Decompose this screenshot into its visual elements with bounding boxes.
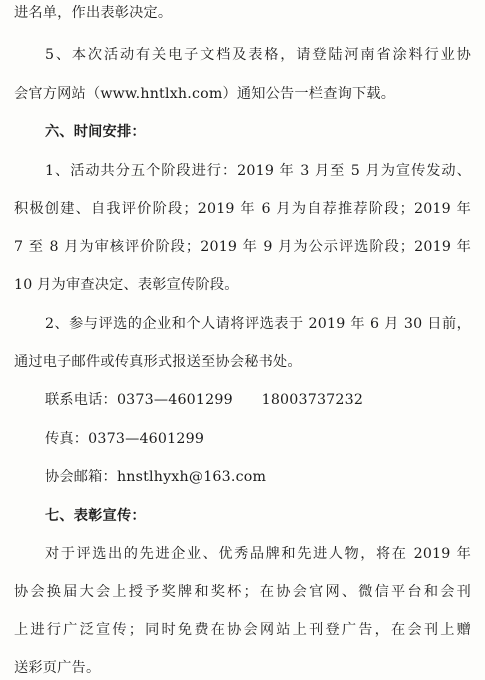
- schedule-item-1-line-4: 10 月为审查决定、表彰宣传阶段。: [14, 277, 239, 293]
- section-heading-commendation: 七、表彰宣传：: [45, 508, 146, 524]
- schedule-item-1-line-2: 积极创建、自我评价阶段；2019 年 6 月为自荐推荐阶段；2019 年: [14, 201, 471, 217]
- item-5-line-2: 会官方网站（www.hntlxh.com）通知公告一栏查询下载。: [14, 86, 396, 102]
- schedule-item-1-line-3: 7 至 8 月为审核评价阶段；2019 年 9 月为公示评选阶段；2019 年: [14, 239, 471, 255]
- commendation-line-3: 上进行广泛宣传；同时免费在协会网站上刊登广告，在会刊上赠: [14, 622, 471, 638]
- section-heading-schedule: 六、时间安排：: [45, 124, 146, 140]
- commendation-line-1: 对于评选出的先进企业、优秀品牌和先进人物，将在 2019 年: [45, 546, 471, 562]
- schedule-item-1-line-1: 1、活动共分五个阶段进行：2019 年 3 月至 5 月为宣传发动、: [45, 163, 471, 179]
- text-line-1: 进名单，作出表彰决定。: [14, 5, 173, 21]
- contact-email: 协会邮箱：hnstlhyxh@163.com: [45, 469, 267, 485]
- commendation-line-2: 协会换届大会上授予奖牌和奖杯；在协会官网、微信平台和会刊: [14, 584, 471, 600]
- contact-fax: 传真：0373—4601299: [45, 431, 205, 447]
- commendation-line-4: 送彩页广告。: [14, 660, 101, 676]
- contact-phone: 联系电话：0373—4601299 18003737232: [45, 392, 364, 408]
- schedule-item-2-line-1: 2、参与评选的企业和个人请将评选表于 2019 年 6 月 30 日前，: [45, 316, 471, 332]
- item-5-line-1: 5、本次活动有关电子文档及表格，请登陆河南省涂料行业协: [45, 47, 471, 63]
- schedule-item-2-line-2: 通过电子邮件或传真形式报送至协会秘书处。: [14, 354, 302, 370]
